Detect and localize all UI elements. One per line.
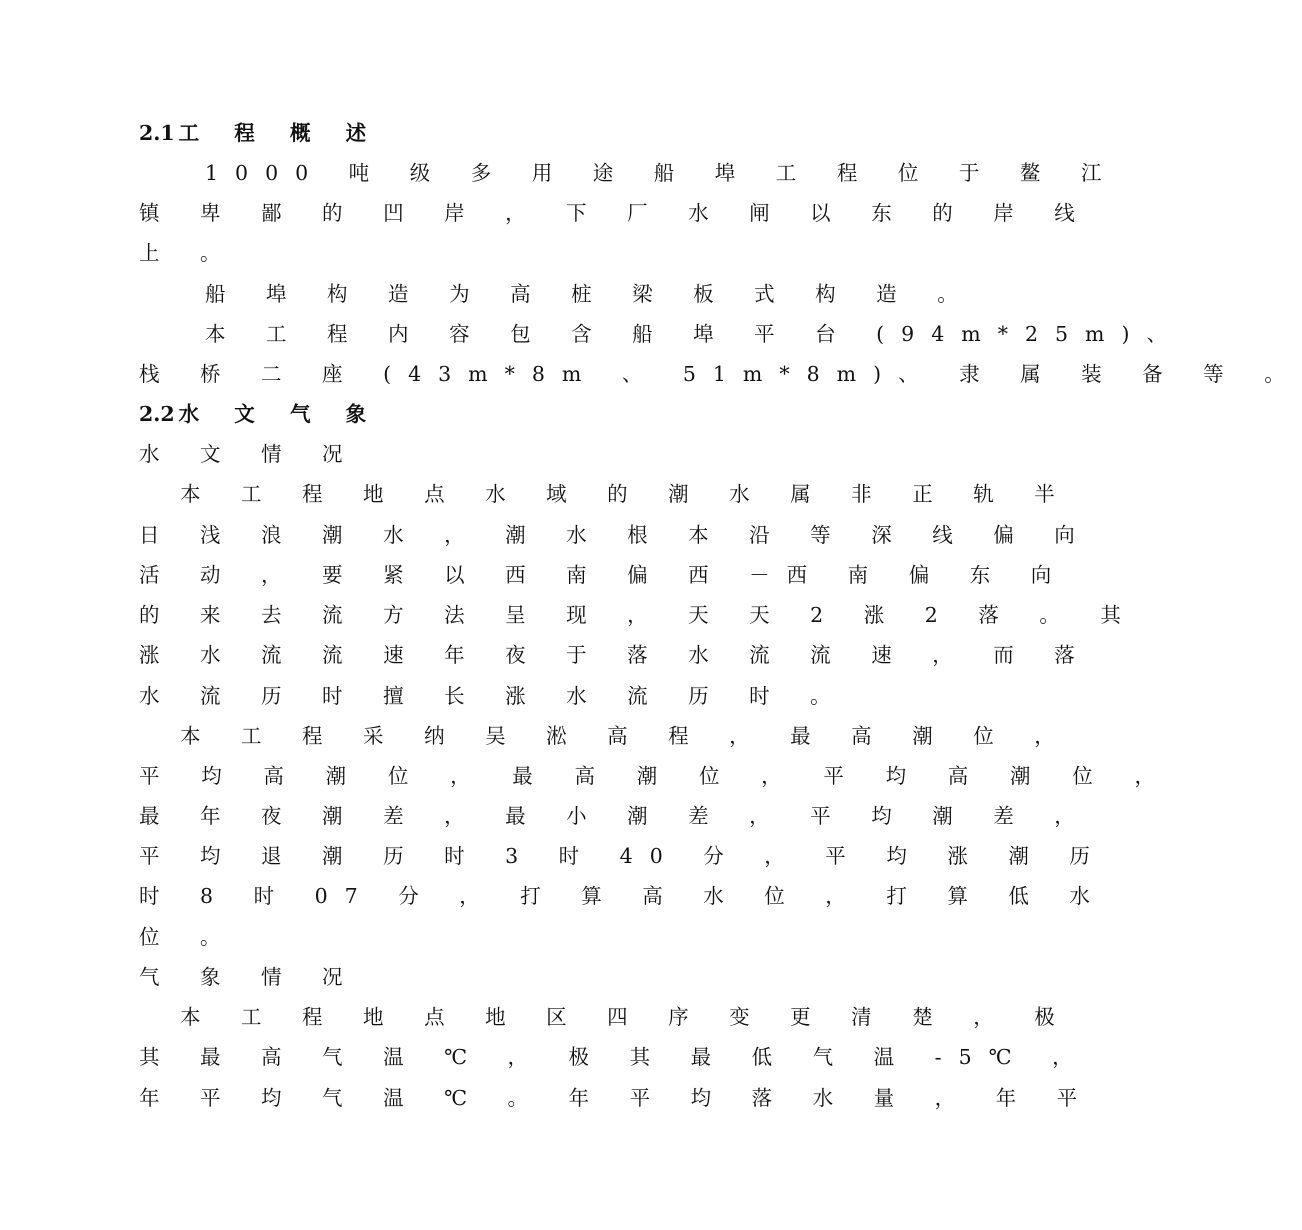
paragraph-line: 活 动 ， 要 紧 以 西 南 偏 西 －西 南 偏 东 向 (139, 563, 1069, 587)
paragraph-line: 1000 吨 级 多 用 途 船 埠 工 程 位 于 鳌 江 (205, 161, 1119, 185)
paragraph-line: 船 埠 构 造 为 高 桩 梁 板 式 构 造 。 (205, 282, 975, 306)
paragraph-line: 位 。 (139, 925, 238, 949)
subsection-title: 气 象 情 况 (139, 965, 360, 989)
paragraph-line: 镇 卑 鄙 的 凹 岸 ， 下 厂 水 闸 以 东 的 岸 线 (139, 201, 1092, 225)
paragraph-line: 时 8 时 07 分 ， 打 算 高 水 位 ， 打 算 低 水 (139, 884, 1107, 908)
paragraph-line: 上 。 (139, 241, 238, 265)
paragraph-line: 涨 水 流 流 速 年 夜 于 落 水 流 流 速 ， 而 落 (139, 643, 1092, 667)
section-number: 2.1 (139, 121, 175, 145)
section-title: 工 程 概 述 (178, 121, 381, 145)
paragraph-line: 日 浅 浪 潮 水 ， 潮 水 根 本 沿 等 深 线 偏 向 (139, 523, 1092, 547)
section-heading-2-2 (139, 394, 859, 434)
paragraph-line: 本 工 程 地 点 水 域 的 潮 水 属 非 正 轨 半 (180, 482, 1072, 506)
paragraph-line: 本 工 程 采 纳 吴 淞 高 程 ， 最 高 潮 位 ， (180, 724, 1072, 748)
paragraph-line: 栈 桥 二 座 (43m*8m 、 51m*8m)、 隶 属 装 备 等 。 (139, 362, 1302, 386)
section-number: 2.2 (139, 402, 175, 426)
paragraph-line: 平 均 高 潮 位 ， 最 高 潮 位 ， 平 均 高 潮 位 ， (139, 764, 1173, 788)
paragraph-line: 本 工 程 内 容 包 含 船 埠 平 台 (94m*25m)、 (205, 322, 1184, 346)
paragraph-line: 其 最 高 气 温 ℃ ， 极 其 最 低 气 温 -5℃ ， (139, 1045, 1090, 1069)
subsection-title: 水 文 情 况 (139, 442, 360, 466)
paragraph-line: 年 平 均 气 温 ℃ 。 年 平 均 落 水 量 ， 年 平 (139, 1086, 1095, 1110)
paragraph-line: 最 年 夜 潮 差 ， 最 小 潮 差 ， 平 均 潮 差 ， (139, 804, 1092, 828)
paragraph-line: 本 工 程 地 点 地 区 四 序 变 更 清 楚 ， 极 (180, 1005, 1072, 1029)
section-heading-2-1 (139, 113, 859, 153)
section-title: 水 文 气 象 (178, 402, 381, 426)
paragraph-line: 的 来 去 流 方 法 呈 现 ， 天 天 2 涨 2 落 。 其 (139, 603, 1138, 627)
paragraph-line: 水 流 历 时 擅 长 涨 水 流 历 时 。 (139, 684, 848, 708)
paragraph-line: 平 均 退 潮 历 时 3 时 40 分 ， 平 均 涨 潮 历 (139, 844, 1107, 868)
